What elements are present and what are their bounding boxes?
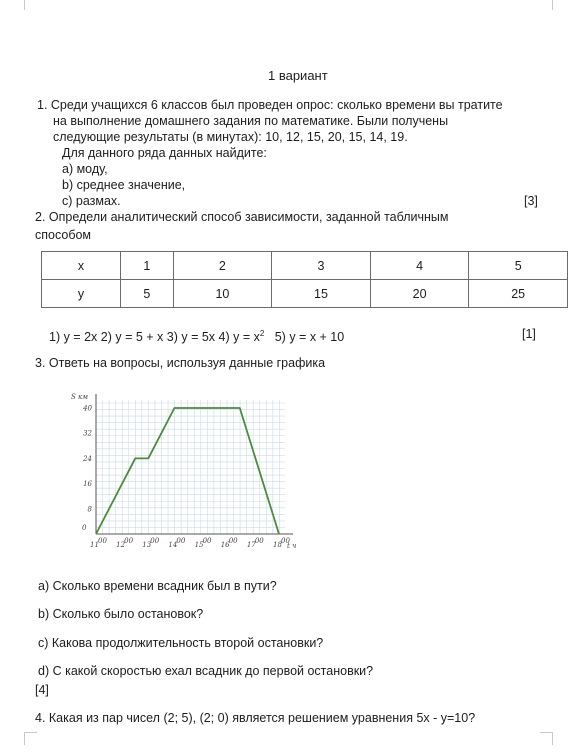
table-cell: 3 [272,252,371,280]
table-cell: 4 [370,252,469,280]
table-cell: 2 [173,252,272,280]
table-cell: 1 [121,252,174,280]
chart-axes [71,393,296,550]
x-tick-sup: 00 [98,537,107,545]
distance-time-graph [70,382,320,554]
y-tick-label: 32 [83,429,92,438]
table-cell: 5 [121,280,174,308]
y-axis-label: S км [71,393,89,401]
x-tick-label: 13 [142,541,152,549]
q1-line: на выполнение домашнего задания по математике. Были получены [53,114,449,128]
q2-options-end: 5) y = x + 10 [264,330,345,345]
x-tick-sup: 00 [176,537,186,545]
q1-line: 1. Среди учащихся 6 классов был проведен опрос: сколько времени вы тратите [37,98,503,112]
y-tick-label: 16 [83,480,92,489]
q2-options-text: 1) y = 2x 2) y = 5 + x 3) y = 5x 4) y = x [49,330,260,345]
x-tick-label: 14 [168,541,178,549]
q1-points: [3] [524,194,538,208]
table-row [42,280,568,308]
x-tick-sup: 00 [281,537,290,545]
x-tick-sup: 00 [124,537,134,545]
q2-options [49,326,344,345]
data-table [41,251,568,308]
corner-mark [540,0,553,10]
q3-question: c) Какова продолжительность второй остановки? [38,636,324,650]
table-cell: 15 [272,280,371,308]
chart-grid [96,400,285,534]
q3-points: [4] [35,683,49,697]
table-cell: 20 [370,280,469,308]
x-tick-label: 17 [246,541,256,549]
corner-mark [540,732,553,745]
table-cell: 10 [173,280,272,308]
y-tick-label: 8 [87,505,92,514]
x-tick-sup: 00 [254,537,264,545]
table-header-cell: y [42,280,121,308]
q2-options-sup: 2 [259,329,265,338]
q3-question: a) Сколько времени всадник был в пути? [38,579,277,593]
x-tick-label: 15 [194,541,204,549]
q3-title: 3. Ответь на вопросы, используя данные графика [35,356,326,370]
x-tick-label: 18 [273,541,282,549]
q1-line: Для данного ряда данных найдите: [62,146,267,160]
x-tick-sup: 00 [202,537,212,545]
q1-line: c) размах. [62,194,121,208]
page-title: 1 вариант [268,68,328,83]
table-row [42,252,568,280]
x-tick-label: 12 [116,541,126,549]
x-tick-sup: 00 [228,537,238,545]
y-tick-label: 24 [83,454,92,463]
origin-label: 0 [82,524,87,532]
q2-points: [1] [522,327,536,341]
corner-mark [24,0,37,10]
q2-line: способом [35,228,92,242]
table-cell: 25 [469,280,568,308]
q1-line: следующие результаты (в минутах): 10, 12, 15, 20, 15, 14, 19. [53,130,408,144]
q1-line: a) моду, [62,162,108,176]
x-axis-label: t ч [287,542,297,550]
q4-text: 4. Какая из пар чисел (2; 5), (2; 0) является решением уравнения 5x - y=10? [35,711,476,725]
table-header-cell: x [42,252,121,280]
y-tick-label: 40 [83,404,92,413]
corner-mark [24,732,37,745]
q3-question: b) Сколько было остановок? [38,607,204,621]
x-tick-label: 16 [220,541,230,549]
x-tick-label: 11 [90,541,99,549]
q2-line: 2. Определи аналитический способ зависимости, заданной табличным [35,210,449,224]
x-tick-sup: 00 [150,537,160,545]
q1-line: b) среднее значение, [62,178,186,192]
q3-question: d) С какой скоростью ехал всадник до первой остановки? [38,664,374,678]
table-cell: 5 [469,252,568,280]
